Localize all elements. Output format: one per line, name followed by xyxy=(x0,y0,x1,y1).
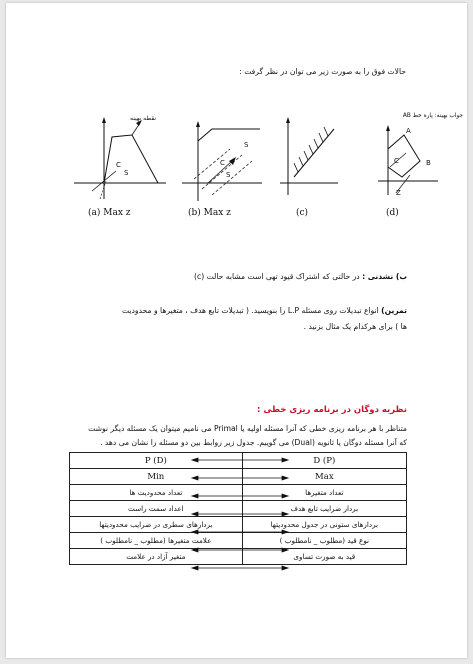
figure-d-label-z: Z xyxy=(396,189,401,197)
figure-c-diagram xyxy=(278,115,340,199)
exercise-line-2: ها ) برای هرکدام یک مثال بزنید . xyxy=(303,322,407,331)
table-cell-right: تعداد متغیرها xyxy=(242,485,406,501)
exercise-label: تمرین) xyxy=(381,306,407,315)
note-label: ب) نشدنی : xyxy=(362,272,407,281)
figure-a-label-c: C xyxy=(116,161,121,169)
section-paragraph-1: متناظر با هر برنامه ریزی خطی که آنرا مسئله اولیه یا Primal می نامیم میتوان یک مسئله دیگر نوشت xyxy=(88,424,407,433)
figure-a-diagram xyxy=(72,111,168,203)
table-cell-right: بردارهای ستونی در جدول محدودیتها xyxy=(242,517,406,533)
figure-c-caption: (c) xyxy=(296,208,309,218)
section-heading: نظریه دوگان در برنامه ریزی خطی : xyxy=(257,405,407,415)
figure-d-label-c: C xyxy=(394,157,399,165)
note-text: در حالتی که اشتراک قیود تهی است مشابه حالت (c) xyxy=(194,272,360,281)
figure-a-label-s: S xyxy=(124,169,129,177)
figure-d-label-b: B xyxy=(426,159,431,167)
table-cell-right: بردار ضرایب تابع هدف xyxy=(242,501,406,517)
section-paragraph-2: که آنرا مسئله دوگان یا ثانویه (Dual) می گوییم. جدول زیر روابط بین دو مسئله را نشان می دهد . xyxy=(100,438,407,447)
table-cell-right: نوع قید (مطلوب _ نامطلوب ) xyxy=(242,533,406,549)
table-header-right: D (P) xyxy=(242,453,406,469)
figure-b-label-s-top: S xyxy=(244,141,249,149)
figure-d-diagram xyxy=(376,115,442,201)
intro-line: حالات فوق را به صورت زیر می توان در نظر گرفت : xyxy=(239,67,406,76)
note-line xyxy=(194,271,407,282)
document-page xyxy=(6,3,467,658)
table-cell-left: اعداد سمت راست xyxy=(70,501,243,517)
table-cell-right: قید به صورت تساوی xyxy=(242,549,406,565)
figure-d-note: جواب بهینه: پاره خط AB xyxy=(402,113,463,119)
figure-d-label-a: A xyxy=(406,127,411,135)
table-cell-left: تعداد محدودیت ها xyxy=(70,485,243,501)
exercise-line-1 xyxy=(122,305,407,316)
table-header-left: P (D) xyxy=(70,453,243,469)
figure-b-label-s-bottom: S xyxy=(226,171,231,179)
table-cell-left: بردارهای سطری در ضرایب محدودیتها xyxy=(70,517,243,533)
table-cell-left: Min xyxy=(70,469,243,485)
figure-a-caption: (a) Max z xyxy=(88,208,131,218)
figure-b-label-c: C xyxy=(220,159,225,167)
table-arrows xyxy=(178,452,302,578)
exercise-text-1: انواع تبدیلات روی مسئله L.P را بنویسید. ( تبدیلات تابع هدف ، متغیرها و محدودیت xyxy=(121,306,379,315)
figure-a-optimal-label: نقطه بهینه xyxy=(130,115,157,122)
figure-b-caption: (b) Max z xyxy=(188,208,231,218)
figure-d-caption: (d) xyxy=(386,208,399,218)
figure-b-diagram xyxy=(178,121,264,203)
table-cell-right: Max xyxy=(242,469,406,485)
table-cell-left: متغیر آزاد در علامت xyxy=(70,549,243,565)
table-cell-left: علامت متغیرها (مطلوب _ نامطلوب ) xyxy=(70,533,243,549)
